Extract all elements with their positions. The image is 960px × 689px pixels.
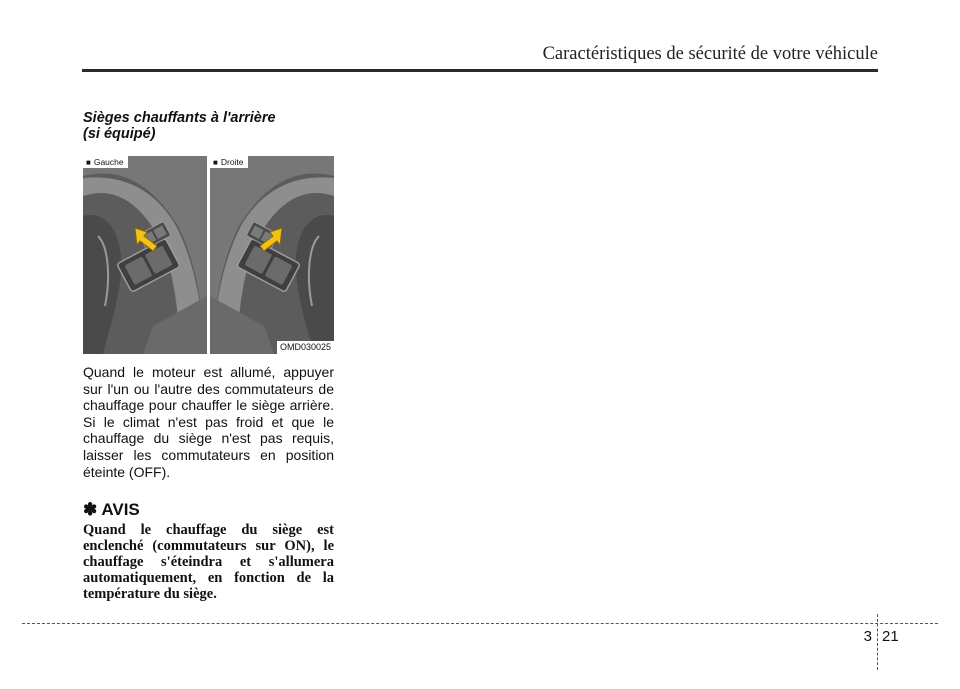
right-panel-label — [210, 156, 248, 168]
left-door-illustration — [83, 156, 207, 354]
left-label-text: Gauche — [93, 157, 124, 167]
rear-seat-heater-figure — [83, 156, 334, 354]
label-square-icon: ■ — [86, 158, 91, 167]
right-label-text: Droite — [220, 157, 244, 167]
section-title-line1: Sièges chauffants à l'arrière — [83, 110, 276, 126]
page-number: 21 — [882, 628, 899, 645]
right-door-panel-image — [210, 156, 334, 354]
notice-heading: ✽ AVIS — [83, 500, 140, 519]
left-door-panel-image — [83, 156, 207, 354]
left-panel-label — [83, 156, 128, 168]
chapter-number: 3 — [863, 628, 872, 645]
section-title — [83, 110, 343, 142]
page-header-title: Caractéristiques de sécurité de votre véhicule — [542, 44, 878, 64]
section-title-line2: (si équipé) — [83, 126, 156, 142]
label-square-icon: ■ — [213, 158, 218, 167]
right-door-illustration — [210, 156, 334, 354]
figure-code: OMD030025 — [277, 341, 334, 354]
footer-vertical-divider — [877, 614, 878, 670]
body-paragraph: Quand le moteur est allumé, appuyer sur l'un ou l'autre des commutateurs de chauffage pour chauffer le siège arrière. Si le climat n'est pas froid et que le chauffage du siège n'est pas requis, laisser les commutateurs en position éteinte (OFF). — [83, 364, 334, 480]
header-rule — [82, 69, 878, 72]
footer-dashed-rule — [22, 623, 938, 624]
notice-text: Quand le chauffage du siège est enclenché (commutateurs sur ON), le chauffage s'éteindra et s'allumera automatiquement, en fonction de la température du siège. — [83, 522, 334, 602]
